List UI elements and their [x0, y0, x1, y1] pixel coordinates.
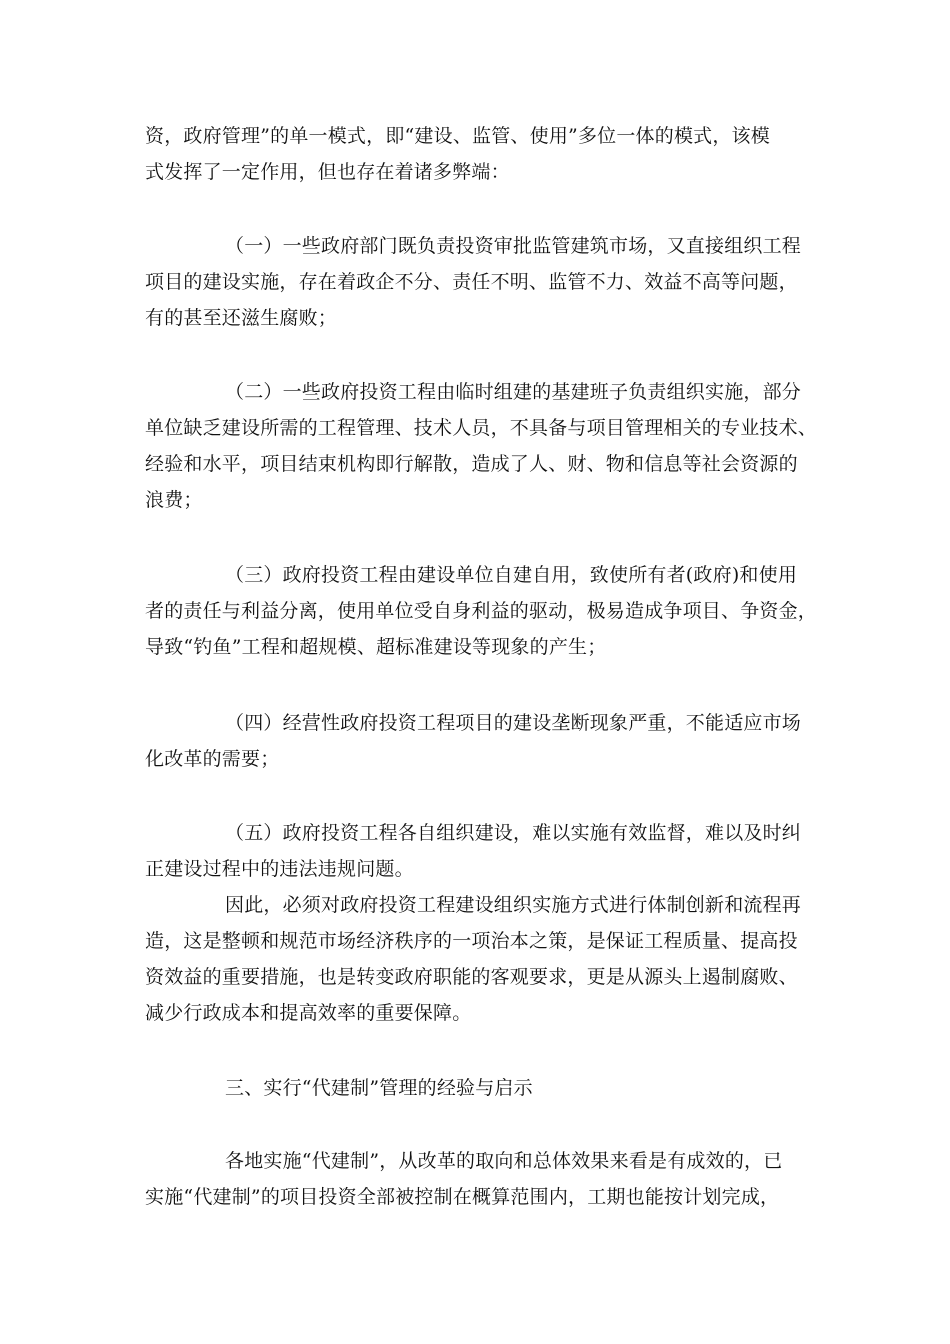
text-line: （三）政府投资工程由建设单位自建自用，致使所有者(政府)和使用 — [225, 564, 798, 586]
text-line: 因此，必须对政府投资工程建设组织实施方式进行体制创新和流程再 — [225, 894, 802, 916]
text-line: 有的甚至还滋生腐败； — [145, 307, 338, 329]
paragraph-item-4 — [145, 705, 825, 777]
section-heading — [145, 1070, 825, 1106]
text-line: （五）政府投资工程各自组织建设，难以实施有效监督，难以及时纠 — [225, 822, 802, 844]
text-line: 浪费； — [145, 489, 203, 511]
text-line: 造，这是整顿和规范市场经济秩序的一项治本之策，是保证工程质量、提高投 — [145, 930, 798, 952]
paragraph-item-1 — [145, 228, 825, 336]
text-line: 三、实行“代建制”管理的经验与启示 — [225, 1077, 533, 1099]
text-line: （一）一些政府部门既负责投资审批监管建筑市场，又直接组织工程 — [225, 235, 802, 257]
text-line: 单位缺乏建设所需的工程管理、技术人员，不具备与项目管理相关的专业技术、 — [145, 417, 818, 439]
text-line: 正建设过程中的违法违规问题。 — [145, 858, 414, 880]
text-line: 式发挥了一定作用，但也存在着诸多弊端： — [145, 161, 510, 183]
text-line: （二）一些政府投资工程由临时组建的基建班子负责组织实施，部分 — [225, 381, 802, 403]
text-line: 各地实施“代建制”，从改革的取向和总体效果来看是有成效的，已 — [225, 1150, 783, 1172]
text-line: 导致“钓鱼”工程和超规模、超标准建设等现象的产生； — [145, 636, 607, 658]
text-line: 资效益的重要措施，也是转变政府职能的客观要求，更是从源头上遏制腐败、 — [145, 966, 798, 988]
text-line: 经验和水平，项目结束机构即行解散，造成了人、财、物和信息等社会资源的 — [145, 453, 798, 475]
text-line: 者的责任与利益分离，使用单位受自身利益的驱动，极易造成争项目、争资金， — [145, 600, 818, 622]
paragraph-conclusion — [145, 887, 825, 1031]
paragraph-item-2 — [145, 374, 825, 518]
paragraph-intro — [145, 118, 825, 190]
text-line: 实施“代建制”的项目投资全部被控制在概算范围内，工期也能按计划完成， — [145, 1186, 780, 1208]
text-line: （四）经营性政府投资工程项目的建设垄断现象严重，不能适应市场 — [225, 712, 802, 734]
text-line: 化改革的需要； — [145, 748, 280, 770]
text-line: 项目的建设实施，存在着政企不分、责任不明、监管不力、效益不高等问题， — [145, 271, 798, 293]
text-line: 减少行政成本和提高效率的重要保障。 — [145, 1002, 472, 1024]
paragraph-item-3 — [145, 557, 825, 665]
paragraph-section-3-body — [145, 1143, 825, 1215]
text-line: 资，政府管理”的单一模式，即“建设、监管、使用”多位一体的模式，该模 — [145, 125, 770, 147]
paragraph-item-5 — [145, 815, 825, 887]
